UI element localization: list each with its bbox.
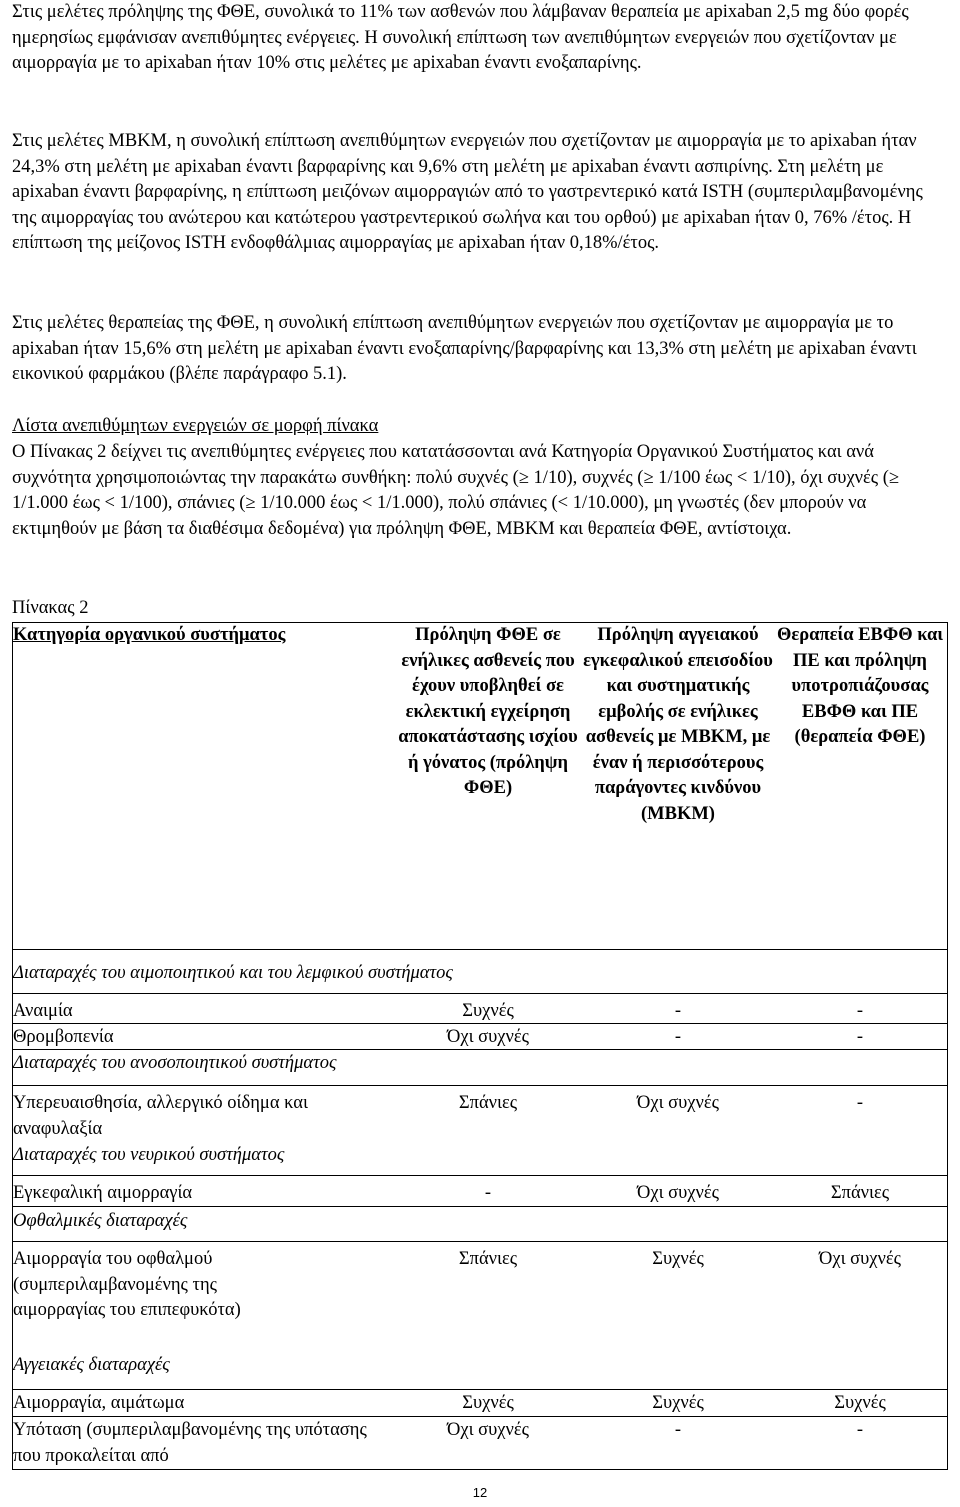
paragraph-vte-treatment: Στις μελέτες θεραπείας της ΦΘΕ, η συνολική επίπτωση ανεπιθύμητων ενεργειών που σχετίζονταν με αιμορραγία με το apixaban ήταν 15,6% στη μελέτη με apixaban έναντι ενοξαπαρίνης/βαρφαρίνης και 13,3% στη μελέτη με apixaban έναντι εικονικού φαρμάκου (βλέπε παράγραφο 5.1).	[12, 313, 917, 384]
table-caption: Πίνακας 2	[12, 598, 89, 618]
header-vte-prevention: Πρόληψη ΦΘΕ σε ενήλικες ασθενείς που έχουν υποβληθεί σε εκλεκτική εγχείρηση αποκατάστασης ισχίου ή γόνατος (πρόληψη ΦΘΕ)	[398, 625, 578, 798]
table-rule	[13, 1175, 947, 1176]
table-rule	[13, 1389, 947, 1390]
table-rule	[13, 1241, 947, 1242]
table-rule	[13, 993, 947, 994]
table-rule	[13, 1416, 947, 1417]
table-rule	[13, 949, 947, 950]
paragraph-frequency-convention: Ο Πίνακας 2 δείχνει τις ανεπιθύμητες ενέργειες που κατατάσσονται ανά Κατηγορία Οργανικού Συστήματος και ανά συχνότητα χρησιμοποιώντας την παρακάτω συνθήκη: πολύ συχνές (≥ 1/10), συχνές (≥ 1/100 έως < 1/10), όχι συχνές (≥ 1/1.000 έως < 1/100), σπάνιες (≥ 1/10.000 έως < 1/1.000), πολύ σπάνιες (< 1/10.000), μη γνωστές (δεν μπορούν να εκτιμηθούν με βάση τα διαθέσιμα δεδομένα) για πρόληψη ΦΘΕ, ΜΒΚΜ και θεραπεία ΦΘΕ, αντίστοιχα.	[12, 442, 900, 539]
paragraph-af-studies: Στις μελέτες ΜΒΚΜ, η συνολική επίπτωση ανεπιθύμητων ενεργειών που σχετίζονταν με αιμορραγία με το apixaban ήταν 24,3% στη μελέτη με apixaban έναντι βαρφαρίνης και 9,6% στη μελέτη με apixaban έναντι ασπιρίνης. Στη μελέτη με apixaban έναντι βαρφαρίνης, η επίπτωση μειζόνων αιμορραγιών από το γαστρεντερικό κατά ISTH (συμπεριλαμβανομένης της αιμορραγίας του ανώτερου και κατώτερου γαστρεντερικού σωλήνα και του ορθού) με apixaban ήταν 0, 76% /έτος. Η επίπτωση της μείζονος ISTH ενδοφθάλμιας αιμορραγίας με apixaban ήταν 0,18%/έτος.	[12, 131, 923, 253]
table-rule	[13, 1023, 947, 1024]
header-system-organ-class: Κατηγορία οργανικού συστήματος	[13, 625, 286, 645]
paragraph-vte-prevention: Στις μελέτες πρόληψης της ΦΘΕ, συνολικά το 11% των ασθενών που λάμβαναν θεραπεία με apixaban 2,5 mg δύο φορές ημερησίως εμφάνισαν ανεπιθύμητες ενέργειες. Η συνολική επίπτωση των ανεπιθύμητων ενεργειών που σχετίζονταν με αιμορραγία με το apixaban ήταν 10% στις μελέτες με apixaban έναντι ενοξαπαρίνης.	[12, 2, 909, 73]
table-rule	[13, 1206, 947, 1207]
section-heading-adverse-reactions: Λίστα ανεπιθύμητων ενεργειών σε μορφή πίνακα	[12, 416, 379, 436]
table-rule	[13, 1085, 947, 1086]
header-vte-treatment: Θεραπεία ΕΒΦΘ και ΠΕ και πρόληψη υποτροπιάζουσας ΕΒΦΘ και ΠΕ (θεραπεία ΦΘΕ)	[776, 625, 944, 747]
adverse-reactions-table: Κατηγορία οργανικού συστήματος Πρόληψη ΦΘΕ σε ενήλικες ασθενείς που έχουν υποβληθεί σε εκλεκτική εγχείρηση αποκατάστασης ισχίου ή γόνατος (πρόληψη ΦΘΕ) Πρόληψη αγγειακού εγκεφαλικού επεισοδίου και συστηματικής εμβολής σε ενήλικες ασθενείς με ΜΒΚΜ, με έναν ή περισσότερους παράγοντες κινδύνου (ΜΒΚΜ) Θεραπεία ΕΒΦΘ και ΠΕ και πρόληψη υποτροπιάζουσας ΕΒΦΘ και ΠΕ (θεραπεία ΦΘΕ) Διαταραχές του αιμοποιητικού και του λεμφικού συστήματος Αναιμία Συχνές - - Θρομβοπενία Όχι συχνές - - Διαταραχές του ανοσοποιητικού συστήματος Υπερευαισθησία, αλλεργικό οίδημα και αναφυλαξία Σπάνιες Όχι συχνές - Διαταραχές του νευρικού συστήματος Εγκεφαλική αιμορραγία - Όχι συχνές Σπάνιες Οφθαλμικές διαταραχές Αιμορραγία του οφθαλμού (συμπεριλαμβανομένης της αιμορραγίας του επιπεφυκότα) Σπάνιες Συχνές Όχι συχνές Αγγειακές διαταραχές Αιμορραγία, αιμάτωμα Συχνές Συχνές Συχνές Υπόταση (συμπεριλαμβανομένης της υπότασης που προκαλείται από Όχι συχνές - -	[12, 622, 948, 1470]
header-af: Πρόληψη αγγειακού εγκεφαλικού επεισοδίου και συστηματικής εμβολής σε ενήλικες ασθενείς με ΜΒΚΜ, με έναν ή περισσότερους παράγοντες κινδύνου (ΜΒΚΜ)	[583, 625, 773, 824]
table-header-row	[13, 623, 947, 949]
table-rule	[13, 1049, 947, 1050]
page-number: 12	[472, 1485, 488, 1500]
